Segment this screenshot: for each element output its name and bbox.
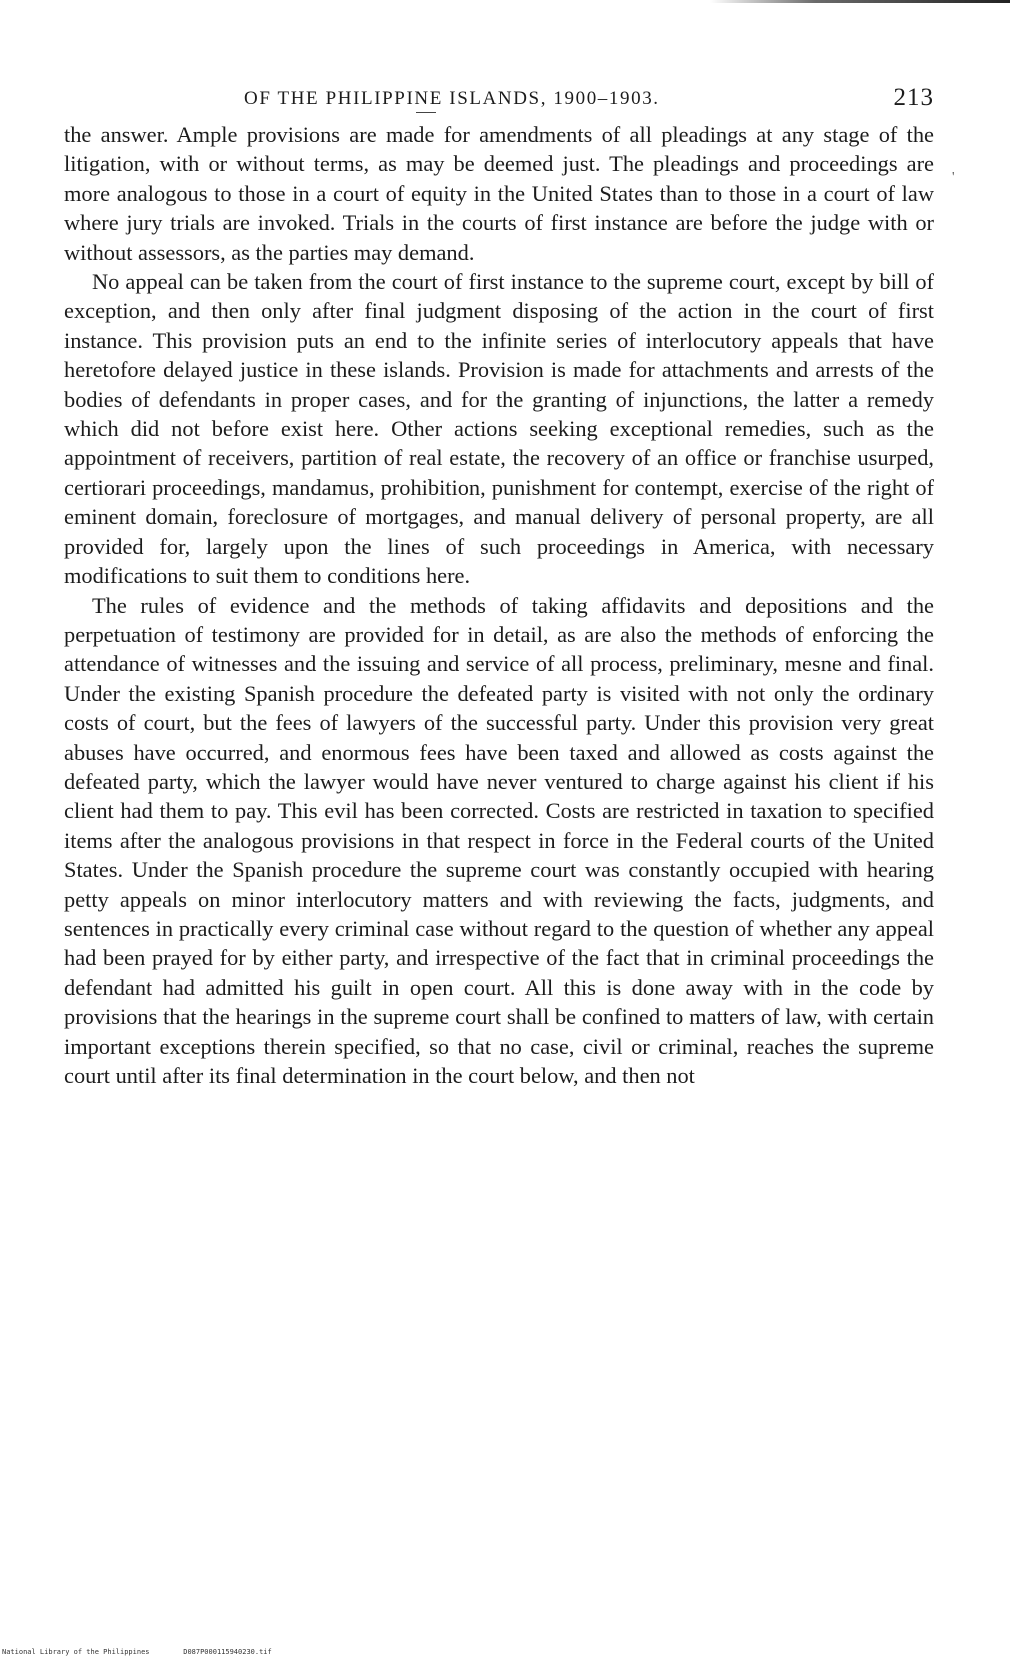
page-header bbox=[64, 82, 934, 120]
paragraph-3: The rules of evidence and the methods of taking affidavits and depositions and the perpetuation of testimony are provided for in detail, as are also the methods of enforcing the attendance of witnesses and the issuing and service of all process, preliminary, mesne and final. Under the existing Spanish procedure the defeated party is visited with not only the ordinary costs of court, but the fees of lawyers of the successful party. Under this provision very great abuses have occurred, and enormous fees have been taxed and allowed as costs against the defeated party, which the lawyer would have never ventured to charge against his client if his client had them to pay. This evil has been corrected. Costs are restricted in taxation to specified items after the analogous provisions in that respect in force in the Federal courts of the United States. Under the Spanish procedure the supreme court was constantly occupied with hearing petty appeals on minor interlocutory matters and with reviewing the facts, judgments, and sentences in practically every criminal case without regard to the question of whether any appeal had been prayed for by either party, and irrespective of the fact that in criminal proceedings the defendant had admitted his guilt in open court. All this is done away with in the code by provisions that the hearings in the supreme court shall be confined to matters of law, with certain important exceptions therein specified, so that no case, civil or criminal, reaches the supreme court until after its final determination in the court below, and then not bbox=[64, 592, 934, 1088]
header-rule bbox=[416, 112, 436, 113]
footer-file-id: D087P000115940230.tif bbox=[183, 1648, 272, 1656]
scan-footer bbox=[2, 1648, 272, 1656]
document-page bbox=[64, 82, 934, 1090]
page-number: 213 bbox=[893, 84, 934, 111]
margin-mark: ' bbox=[952, 170, 955, 185]
footer-library: National Library of the Philippines bbox=[2, 1648, 150, 1656]
body-text bbox=[64, 120, 934, 1090]
running-title: OF THE PHILIPPINE ISLANDS, 1900–1903. bbox=[244, 88, 660, 109]
paragraph-1: the answer. Ample provisions are made for amendments of all pleadings at any stage of the litigation, with or without terms, as may be deemed just. The pleadings and proceedings are more analogous to those in a court of equity in the United States than to those in a court of law where jury trials are invoked. Trials in the courts of first instance are before the judge with or without assessors, as the parties may demand. bbox=[64, 122, 934, 265]
paragraph-2: No appeal can be taken from the court of first instance to the supreme court, except by bill of exception, and then only after final judgment disposing of the action in the court of first instance. This provision puts an end to the infinite series of interlocutory appeals that have heretofore delayed justice in these islands. Provision is made for attachments and arrests of the bodies of defendants in proper cases, and for the granting of injunctions, the latter a remedy which did not before exist here. Other actions seeking exceptional remedies, such as the appointment of receivers, partition of real estate, the recovery of an office or franchise usurped, certiorari proceedings, mandamus, prohibition, punishment for contempt, exercise of the right of eminent domain, foreclosure of mortgages, and manual delivery of personal property, are all provided for, largely upon the lines of such proceedings in America, with necessary modifications to suit them to conditions here. bbox=[64, 269, 934, 589]
scan-top-edge bbox=[710, 0, 1010, 3]
